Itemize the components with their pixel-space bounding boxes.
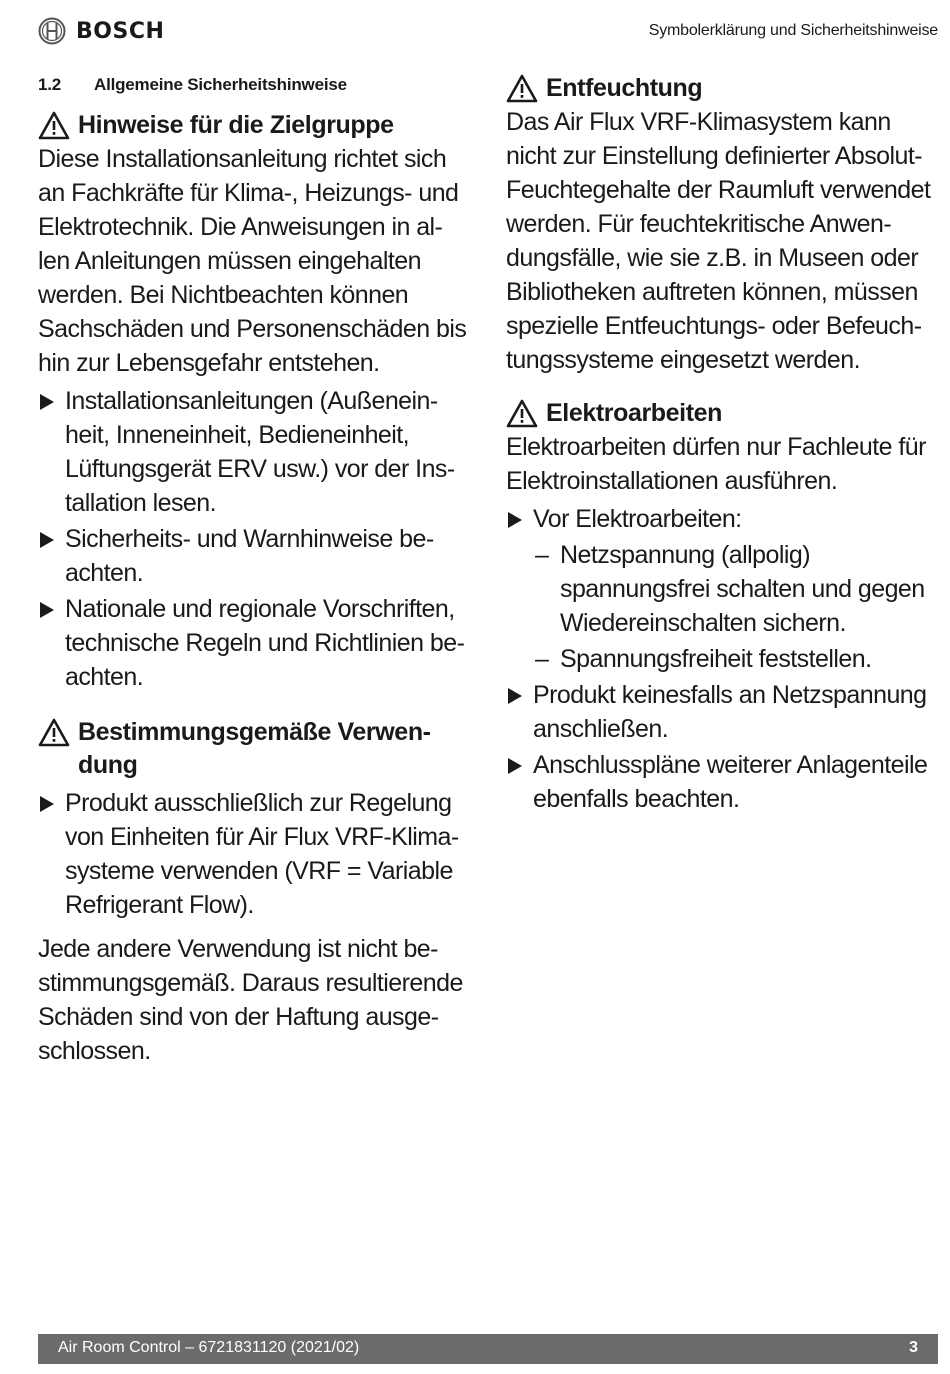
warning-title: Hinweise für die Zielgruppe [78, 111, 394, 139]
text-line: werden. Bei Nichtbeachten können [38, 281, 409, 309]
text-line: Das Air Flux VRF-Klimasystem kann [506, 108, 891, 136]
right-column [506, 70, 944, 818]
text-line: systeme verwenden (VRF = Variable [65, 857, 453, 885]
warning-triangle-icon [506, 74, 538, 104]
instruction-list-elektro [506, 502, 944, 816]
text-line: achten. [65, 663, 144, 691]
list-item [506, 502, 944, 676]
text-line: werden. Für feuchtekritische Anwen- [506, 210, 892, 238]
warning-heading-zielgruppe [38, 109, 478, 142]
sub-list-item [533, 538, 944, 640]
dash-marker: – [535, 541, 549, 569]
page-header [0, 0, 950, 70]
sub-list [533, 538, 944, 676]
arrow-bullet-icon [508, 512, 522, 528]
text-line: Elektrotechnik. Die Anweisungen in al- [38, 213, 443, 241]
text-line: Sachschäden und Personenschäden bis [38, 315, 467, 343]
warning-triangle-icon [38, 111, 70, 141]
text-line: heit, Inneneinheit, Bedieneinheit, [65, 421, 410, 449]
text-line: Anschlusspläne weiterer Anlagenteile [533, 751, 928, 779]
list-item [38, 384, 478, 520]
brand-name: BOSCH [76, 18, 165, 44]
text-line: spezielle Entfeuchtungs- oder Befeuch- [506, 312, 922, 340]
arrow-bullet-icon [40, 602, 54, 618]
text-line: Feuchtegehalte der Raumluft verwendet [506, 176, 931, 204]
text-line: spannungsfrei schalten und gegen [560, 575, 925, 603]
arrow-bullet-icon [40, 394, 54, 410]
text-line: Vor Elektroarbeiten: [533, 505, 742, 533]
warning-heading-entfeuchtung [506, 72, 944, 105]
warning-heading-verwendung [38, 716, 478, 782]
section-title: Allgemeine Sicherheitshinweise [94, 75, 347, 94]
text-line: Netzspannung (allpolig) [560, 541, 811, 569]
text-line: stimmungsgemäß. Daraus resultierende [38, 969, 463, 997]
paragraph-elektro [506, 430, 944, 498]
warning-heading-elektro [506, 397, 944, 430]
instruction-list-zielgruppe [38, 384, 478, 694]
text-line: Nationale und regionale Vorschriften, [65, 595, 455, 623]
text-line: technische Regeln und Richtlinien be- [65, 629, 465, 657]
text-line: Elektroarbeiten dürfen nur Fachleute für [506, 433, 926, 461]
text-line: an Fachkräfte für Klima-, Heizungs- und [38, 179, 459, 207]
text-line: schlossen. [38, 1037, 151, 1065]
section-heading [38, 75, 478, 95]
text-line: anschließen. [533, 715, 669, 743]
left-column [38, 70, 478, 1068]
list-item [38, 592, 478, 694]
arrow-bullet-icon [40, 796, 54, 812]
brand-logo [38, 17, 164, 45]
page-number: 3 [909, 1339, 918, 1356]
section-number: 1.2 [38, 75, 62, 94]
text-line: Bibliotheken auftreten können, müssen [506, 278, 918, 306]
text-line: Elektroinstallationen ausführen. [506, 467, 838, 495]
warning-title [78, 716, 431, 782]
text-line: Installationsanleitungen (Außenein- [65, 387, 438, 415]
text-line: dung [78, 751, 138, 779]
text-line: hin zur Lebensgefahr entstehen. [38, 349, 380, 377]
sub-list-item [533, 642, 944, 676]
text-line: Wiedereinschalten sichern. [560, 609, 846, 637]
page-footer [38, 1334, 938, 1364]
list-item [38, 522, 478, 590]
text-line: tallation lesen. [65, 489, 217, 517]
paragraph-verwendung [38, 932, 478, 1068]
text-line: Sicherheits- und Warnhinweise be- [65, 525, 434, 553]
text-line: Jede andere Verwendung ist nicht be- [38, 935, 438, 963]
bosch-armature-logo-icon [38, 17, 66, 45]
warning-title: Elektroarbeiten [546, 399, 723, 427]
paragraph-zielgruppe [38, 142, 478, 380]
text-line: Diese Installationsanleitung richtet sich [38, 145, 447, 173]
document-reference: Air Room Control – 6721831120 (2021/02) [58, 1339, 360, 1356]
instruction-list-verwendung [38, 786, 478, 922]
list-item [506, 678, 944, 746]
arrow-bullet-icon [40, 532, 54, 548]
text-line: Produkt keinesfalls an Netzspannung [533, 681, 927, 709]
list-item [38, 786, 478, 922]
text-line: dungsfälle, wie sie z.B. in Museen oder [506, 244, 919, 272]
text-line: len Anleitungen müssen eingehalten [38, 247, 421, 275]
warning-triangle-icon [38, 718, 70, 748]
text-line: Lüftungsgerät ERV usw.) vor der Ins- [65, 455, 455, 483]
arrow-bullet-icon [508, 688, 522, 704]
text-line: Spannungsfreiheit feststellen. [560, 645, 872, 673]
text-line: Produkt ausschließlich zur Regelung [65, 789, 452, 817]
text-line: tungssysteme eingesetzt werden. [506, 346, 860, 374]
text-line: Bestimmungsgemäße Verwen- [78, 718, 431, 746]
text-line: Refrigerant Flow). [65, 891, 254, 919]
text-line: nicht zur Einstellung definierter Absolut- [506, 142, 923, 170]
warning-title: Entfeuchtung [546, 74, 703, 102]
text-line: ebenfalls beachten. [533, 785, 740, 813]
arrow-bullet-icon [508, 758, 522, 774]
warning-triangle-icon [506, 399, 538, 429]
list-item [506, 748, 944, 816]
paragraph-entfeuchtung [506, 105, 944, 377]
dash-marker: – [535, 645, 549, 673]
text-line: Schäden sind von der Haftung ausge- [38, 1003, 439, 1031]
text-line: achten. [65, 559, 144, 587]
text-line: von Einheiten für Air Flux VRF-Klima- [65, 823, 459, 851]
chapter-title: Symbolerklärung und Sicherheitshinweise [648, 22, 938, 39]
